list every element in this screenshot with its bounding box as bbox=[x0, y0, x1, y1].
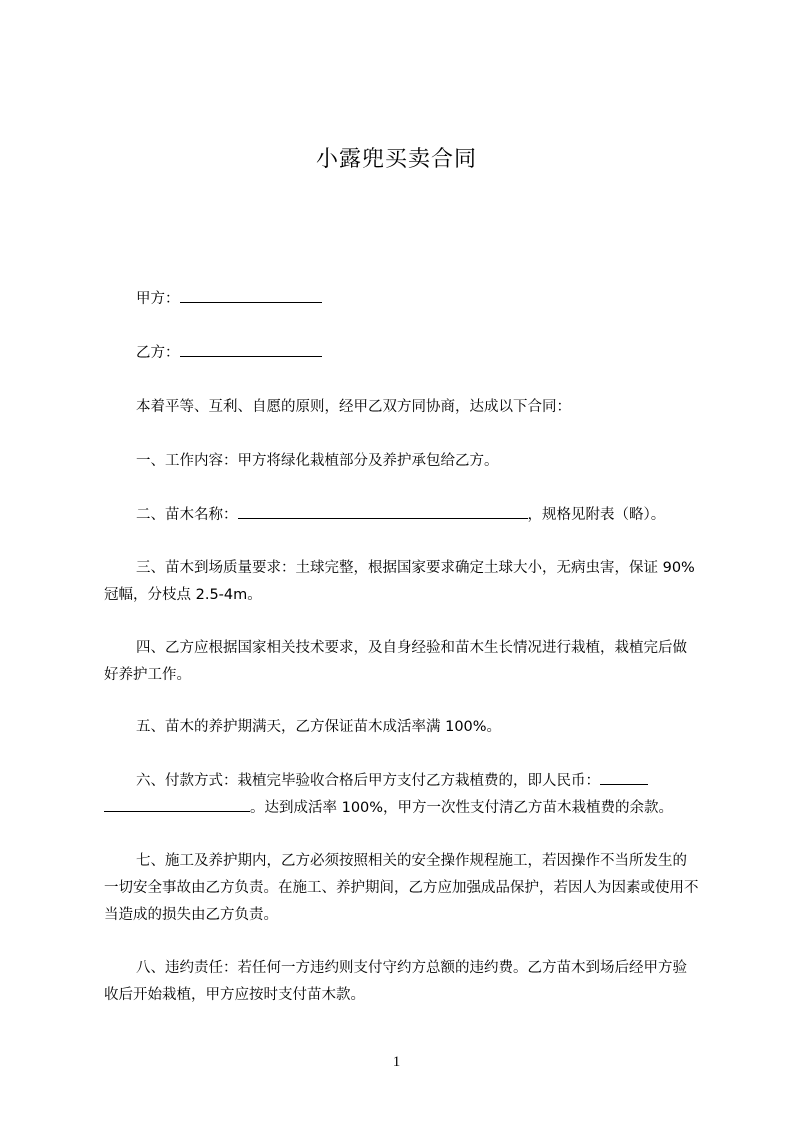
clause-6-prefix: 六、付款方式：栽植完毕验收合格后甲方支付乙方栽植费的，即人民币： bbox=[136, 773, 600, 789]
party-a-line bbox=[104, 286, 700, 313]
clause-6-suffix: 。达到成活率 100%，甲方一次性支付清乙方苗木栽植费的余款。 bbox=[250, 800, 674, 816]
document-title: 小露兜买卖合同 bbox=[315, 147, 477, 172]
payment-blank-1 bbox=[600, 770, 648, 785]
payment-blank-2 bbox=[104, 797, 250, 812]
clause-2-prefix: 二、苗木名称： bbox=[136, 507, 238, 523]
clause-1: 一、工作内容：甲方将绿化栽植部分及养护承包给乙方。 bbox=[136, 453, 499, 469]
clause-5: 五、苗木的养护期满天，乙方保证苗木成活率满 100%。 bbox=[136, 719, 502, 735]
party-a-blank bbox=[180, 288, 322, 303]
clause-2-suffix: ，规格见附表（略）。 bbox=[527, 507, 666, 523]
party-b-blank bbox=[180, 342, 322, 357]
party-b-label: 乙方： bbox=[136, 345, 180, 361]
seedling-name-blank bbox=[238, 504, 528, 519]
clause-7: 七、施工及养护期内，乙方必须按照相关的安全操作规程施工，若因操作不当所发生的一切安全事故由乙方负责。在施工、养护期间，乙方应加强成品保护，若因人为因素或使用不当造成的损失由乙方负责。 bbox=[104, 853, 699, 923]
party-b-line bbox=[104, 340, 700, 367]
intro-paragraph: 本着平等、互利、自愿的原则，经甲乙双方同协商，达成以下合同： bbox=[136, 399, 571, 415]
clause-8: 八、违约责任：若任何一方违约则支付守约方总额的违约费。乙方苗木到场后经甲方验收后开始栽植，甲方应按时支付苗木款。 bbox=[104, 960, 687, 1003]
clause-3: 三、苗木到场质量要求：土球完整，根据国家要求确定土球大小，无病虫害，保证 90%冠幅，分枝点 2.5-4m。 bbox=[104, 560, 695, 603]
clause-6 bbox=[104, 768, 700, 822]
page-number: 1 bbox=[392, 1054, 401, 1070]
clause-2 bbox=[104, 502, 700, 529]
clause-4: 四、乙方应根据国家相关技术要求，及自身经验和苗木生长情况进行栽植，栽植完后做好养护工作。 bbox=[104, 640, 687, 683]
party-a-label: 甲方： bbox=[136, 291, 180, 307]
